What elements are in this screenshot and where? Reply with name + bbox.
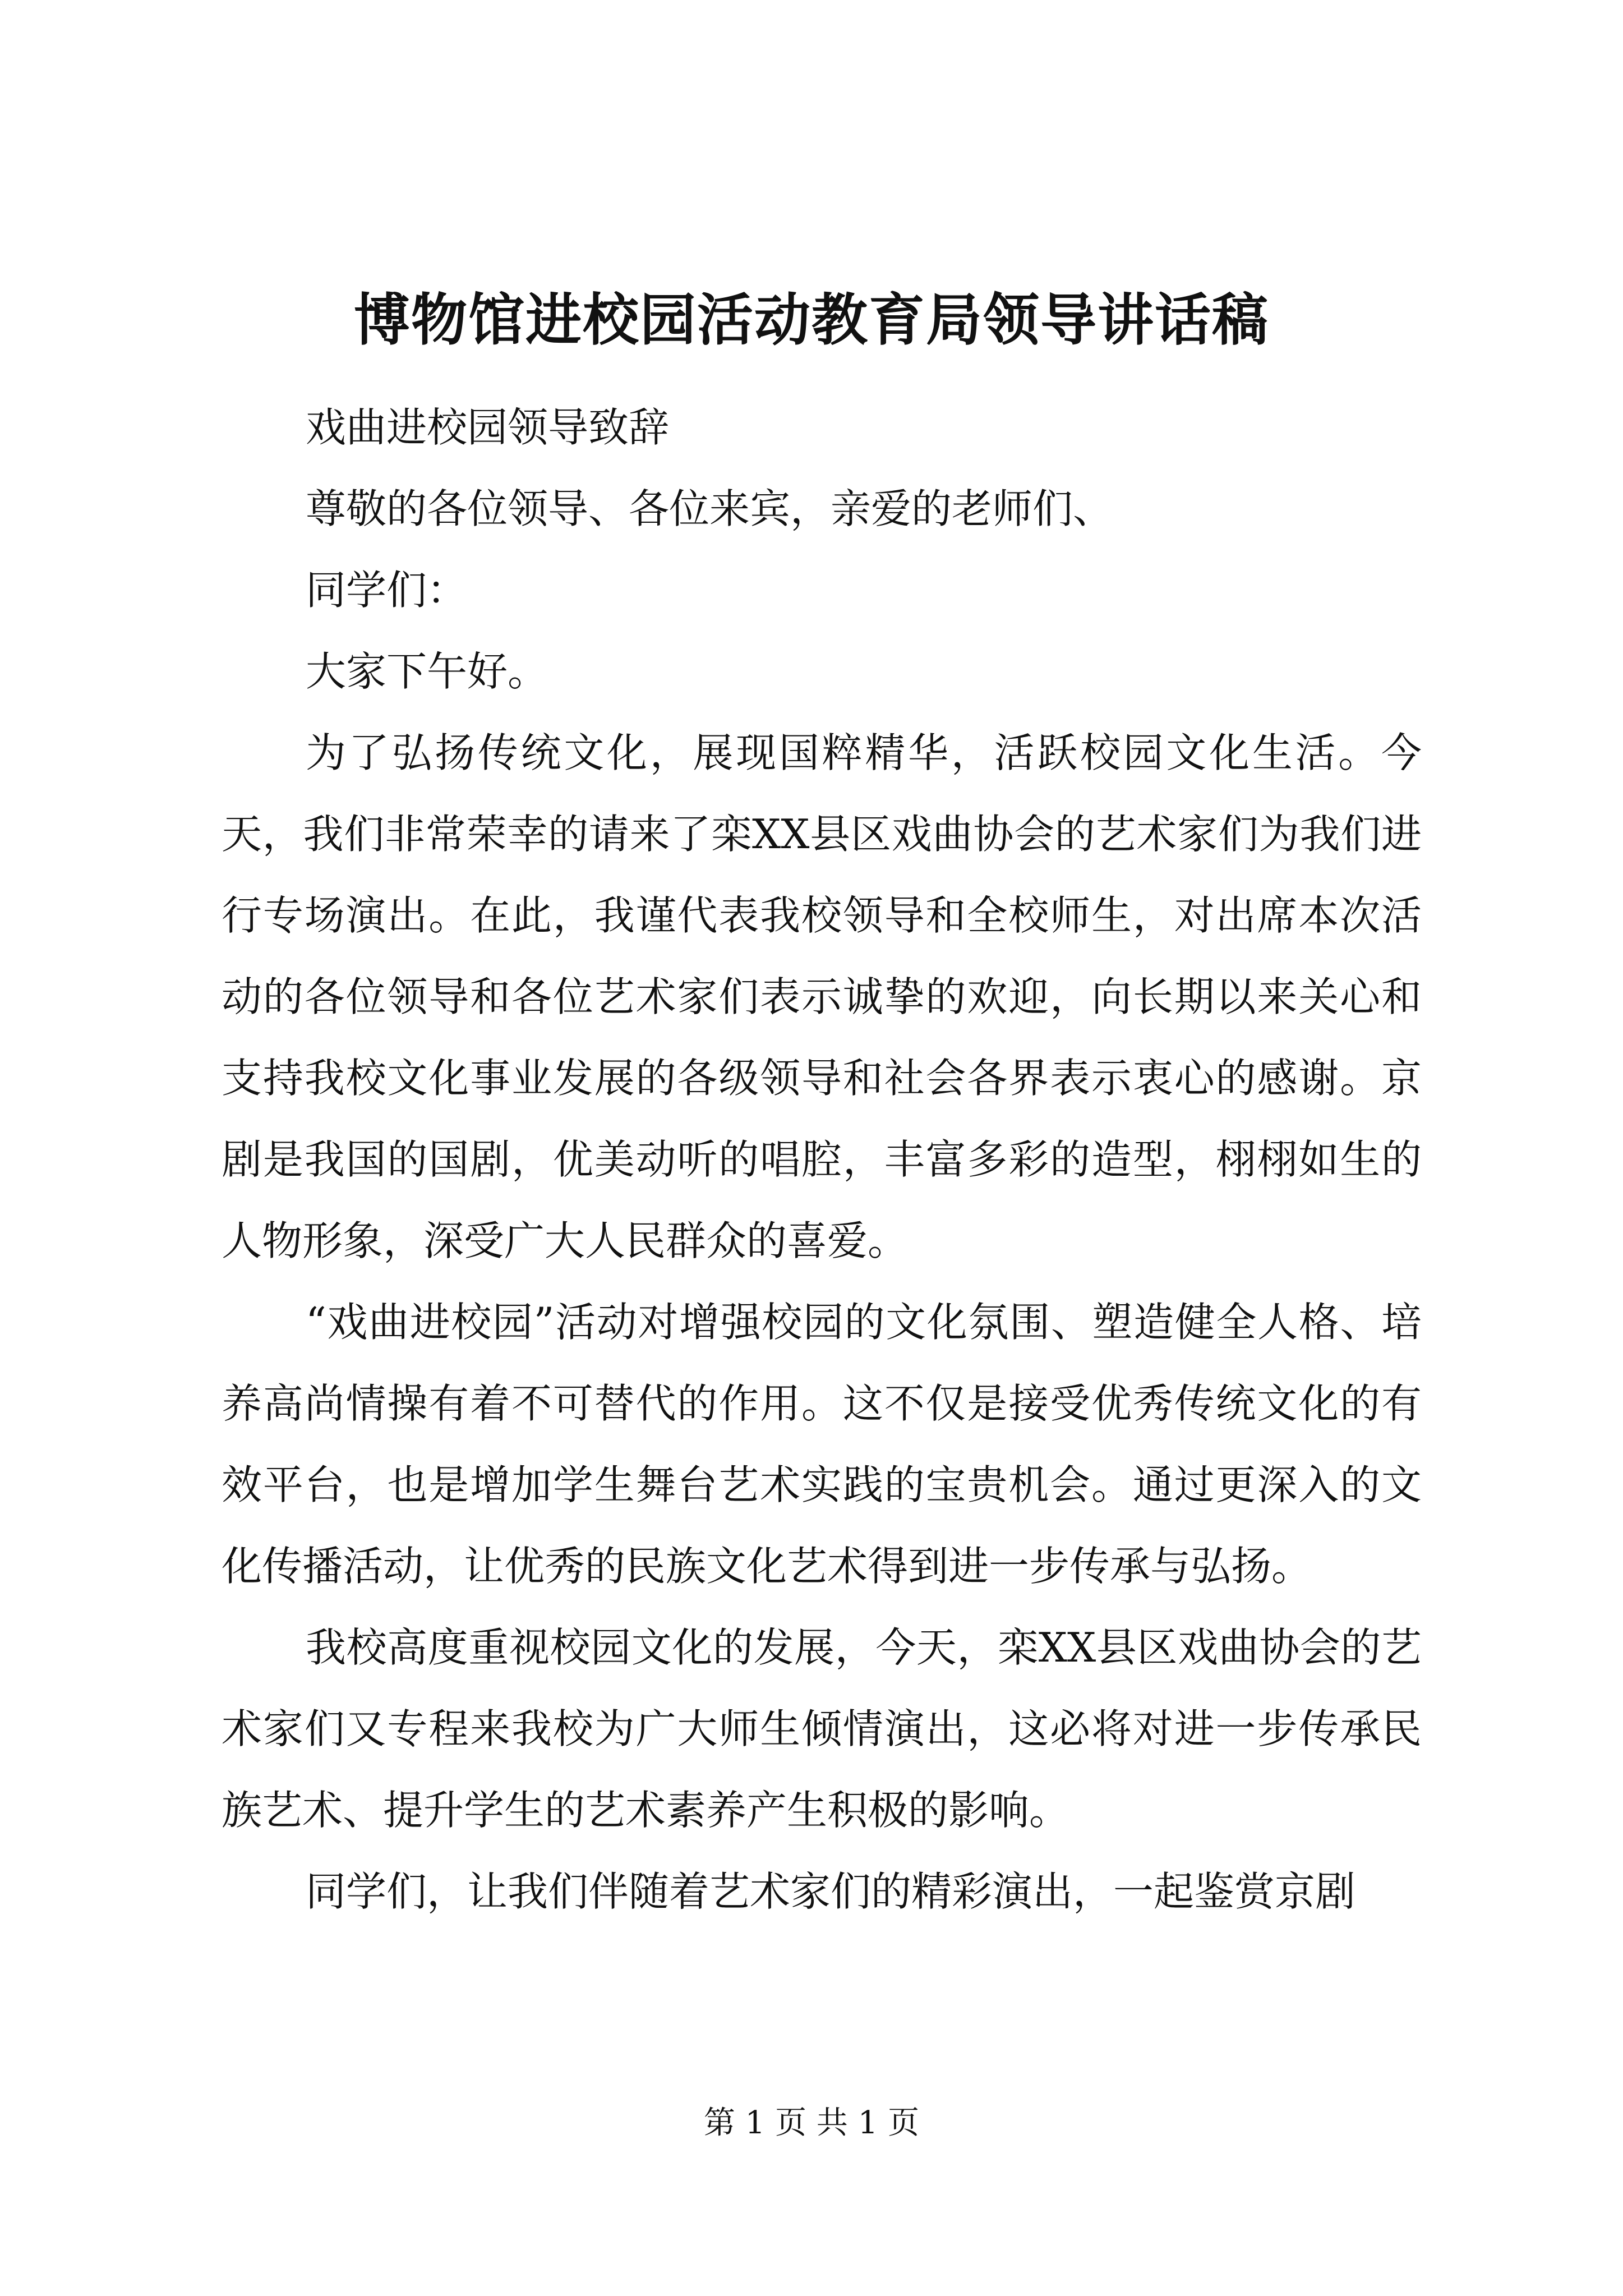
paragraph-salutation: 尊敬的各位领导、各位来宾，亲爱的老师们、 — [306, 485, 1114, 532]
page-footer: 第 1 页 共 1 页 — [703, 2105, 920, 2141]
paragraph-subtitle: 戏曲进校园领导致辞 — [306, 404, 670, 451]
paragraph-greeting: 大家下午好。 — [306, 648, 548, 695]
paragraph-school-culture: 我校高度重视校园文化的发展，今天，栾XX县区戏曲协会的艺术家们又专程来我校为广大师生倾情演出，这必将对进一步传承民族艺术、提升学生的艺术素养产生积极的影响。 — [222, 1624, 1422, 1834]
paragraph-activity-significance: “戏曲进校园”活动对增强校园的文化氛围、塑造健全人格、培养高尚情操有着不可替代的作用。这不仅是接受优秀传统文化的有效平台，也是增加学生舞台艺术实践的宝贵机会。通过更深入的文化传播活动，让优秀的民族文化艺术得到进一步传承与弘扬。 — [222, 1299, 1422, 1590]
document-title: 博物馆进校园活动教育局领导讲话稿 — [354, 287, 1269, 353]
paragraph-salutation-continued: 同学们： — [306, 567, 468, 614]
paragraph-closing: 同学们，让我们伴随着艺术家们的精彩演出，一起鉴赏京剧 — [306, 1868, 1356, 1915]
document-body — [222, 387, 1422, 1932]
paragraph-introduction: 为了弘扬传统文化，展现国粹精华，活跃校园文化生活。今天，我们非常荣幸的请来了栾XX县区戏曲协会的艺术家们为我们进行专场演出。在此，我谨代表我校领导和全校师生，对出席本次活动的各位领导和各位艺术家们表示诚挚的欢迎，向长期以来关心和支持我校文化事业发展的各级领导和社会各界表示衷心的感谢。京剧是我国的国剧，优美动听的唱腔，丰富多彩的造型，栩栩如生的人物形象，深受广大人民群众的喜爱。 — [222, 729, 1422, 1264]
